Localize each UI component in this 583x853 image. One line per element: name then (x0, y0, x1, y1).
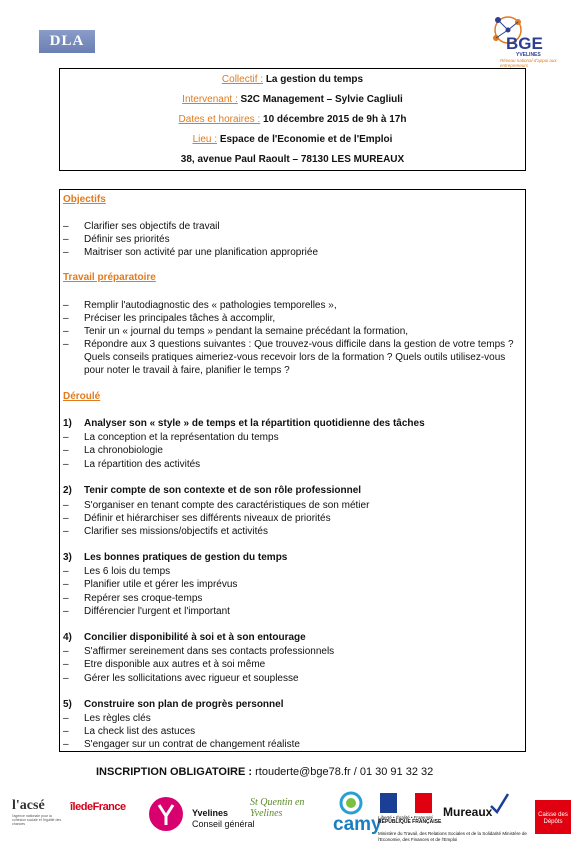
list-item-text: Tenir un « journal du temps » pendant la semaine précédant la formation, (84, 326, 409, 337)
module-title-text: Tenir compte de son contexte et de son rôle professionnel (84, 485, 362, 496)
list-item-text: Répondre aux 3 questions suivantes : Que trouvez-vous difficile dans la gestion de votre temps ? Quels conseils pratiques aimeriez-vous recevoir lors de la formation ? Quels outils utilisez-vous pour noter le travail à faire, planifier le temps ? (84, 339, 514, 376)
list-item-text: Etre disponible aux autres et à soi même (84, 659, 266, 670)
dash: – (63, 432, 69, 443)
intervenant-value: S2C Management – Sylvie Cagliuli (237, 94, 403, 105)
bge-wordmark: BGE (506, 34, 543, 53)
list-item-text: La répartition des activités (84, 459, 201, 470)
dash: – (63, 339, 69, 350)
program-box (59, 189, 526, 752)
dates-row (60, 111, 525, 129)
address-row: 38, avenue Paul Raoult – 78130 LES MUREAUX (180, 154, 405, 165)
list-item-text: S'affirmer sereinement dans ses contacts professionnels (84, 646, 335, 657)
intervenant-row (60, 91, 525, 109)
republique-text (378, 815, 441, 825)
module-title-text: Concilier disponibilité à soi et à son entourage (84, 632, 306, 643)
dash: – (63, 513, 69, 524)
collectif-value: La gestion du temps (263, 74, 364, 85)
ministere-text: Ministère du Travail, des Relations Sociales et de la Solidarité Ministère de l'Economie, des Finances et de l'Emploi (378, 831, 527, 842)
module-number: 1) (63, 418, 72, 429)
bge-tagline: Réseau national d'appui aux entrepreneurs (500, 58, 557, 68)
list-item-text: Planifier utile et gérer les imprévus (84, 579, 238, 590)
republique-name: RÉPUBLIQUE FRANÇAISE (378, 819, 442, 825)
republique-flag (380, 793, 432, 813)
dash: – (63, 673, 69, 684)
travail-heading: Travail préparatoire (63, 272, 156, 283)
dash: – (63, 566, 69, 577)
sqy-logo: St Quentin en Yvelines (250, 797, 305, 819)
module-title-text: Analyser son « style » de temps et la répartition quotidienne des tâches (84, 418, 425, 429)
yvelines-logo (192, 808, 255, 830)
session-info-box (59, 68, 526, 171)
camy-swirl-icon (338, 790, 364, 816)
dash: – (63, 606, 69, 617)
list-item-text: Maitriser son activité par une planification appropriée (84, 247, 319, 258)
bge-subtitle: YVELINES (516, 52, 541, 58)
dash: – (63, 221, 69, 232)
module-title-text: Les bonnes pratiques de gestion du temps (84, 552, 288, 563)
camy-logo: camy (333, 814, 382, 835)
objectifs-heading: Objectifs (63, 194, 106, 205)
dash: – (63, 459, 69, 470)
dash: – (63, 445, 69, 456)
inscription-line (96, 766, 433, 778)
intervenant-label: Intervenant : (182, 94, 238, 105)
dash: – (63, 526, 69, 537)
dash: – (63, 300, 69, 311)
dash: – (63, 247, 69, 258)
list-item-text: Gérer les sollicitations avec rigueur et souplesse (84, 673, 299, 684)
list-item-text: Clarifier ses missions/objectifs et activités (84, 526, 268, 537)
collectif-label: Collectif : (221, 74, 264, 85)
acse-logo (12, 798, 62, 826)
list-item-text: Repérer ses croque-temps (84, 593, 203, 604)
dash: – (63, 500, 69, 511)
inscription-label: INSCRIPTION OBLIGATOIRE : (96, 766, 256, 778)
list-item-text: Différencier l'urgent et l'important (84, 606, 230, 617)
dash: – (63, 659, 69, 670)
republique-motto: Liberté • Égalité • Fraternité (378, 815, 433, 820)
bge-logo (486, 14, 560, 70)
module-number: 2) (63, 485, 72, 496)
module-number: 4) (63, 632, 72, 643)
dates-value: 10 décembre 2015 de 9h à 17h (260, 114, 407, 125)
list-item-text: S'organiser en tenant compte des caractéristiques de son métier (84, 500, 370, 511)
module-title-text: Construire son plan de progrès personnel (84, 699, 284, 710)
dash: – (63, 713, 69, 724)
yvelines-name: Yvelines (192, 808, 229, 818)
list-item-text: S'engager sur un contrat de changement réaliste (84, 739, 300, 750)
list-item-text: La conception et la représentation du temps (84, 432, 279, 443)
iledefrance-logo: îledeFrance (70, 801, 126, 813)
dates-label: Dates et horaires : (178, 114, 261, 125)
dash: – (63, 593, 69, 604)
module-number: 5) (63, 699, 72, 710)
lieu-value: Espace de l'Economie et de l'Emploi (217, 134, 393, 145)
acse-wordmark: l'acsé (12, 798, 45, 813)
list-item-text: La check list des astuces (84, 726, 196, 737)
dash: – (63, 726, 69, 737)
acse-subtitle: l'agence nationale pour la cohésion sociale et l'égalité des chances (12, 814, 62, 826)
mureaux-check-icon (488, 792, 510, 814)
dash: – (63, 326, 69, 337)
list-item-text: Définir et hiérarchiser ses différents niveaux de priorités (84, 513, 331, 524)
list-item-text: Les 6 lois du temps (84, 566, 171, 577)
dash: – (63, 739, 69, 750)
list-item-text: Les règles clés (84, 713, 151, 724)
collectif-row (60, 71, 525, 89)
dash: – (63, 646, 69, 657)
dash: – (63, 234, 69, 245)
dla-logo: DLA (39, 30, 95, 53)
lieu-row (60, 131, 525, 149)
contact-info[interactable]: rtouderte@bge78.fr / 01 30 91 32 32 (255, 766, 434, 778)
mureaux-logo: Mureaux (443, 805, 493, 819)
module-number: 3) (63, 552, 72, 563)
list-item-text: La chronobiologie (84, 445, 163, 456)
yvelines-y-icon (148, 796, 184, 832)
list-item-text: Définir ses priorités (84, 234, 170, 245)
list-item-text: Remplir l'autodiagnostic des « pathologies temporelles », (84, 300, 337, 311)
deroule-heading: Déroulé (63, 391, 101, 402)
list-item-text: Préciser les principales tâches à accomplir, (84, 313, 276, 324)
list-item-text: Clarifier ses objectifs de travail (84, 221, 220, 232)
caisse-depots-logo: Caisse des Dépôts (535, 800, 571, 834)
dash: – (63, 579, 69, 590)
dash: – (63, 313, 69, 324)
lieu-label: Lieu : (192, 134, 218, 145)
yvelines-sub: Conseil général (192, 819, 255, 829)
